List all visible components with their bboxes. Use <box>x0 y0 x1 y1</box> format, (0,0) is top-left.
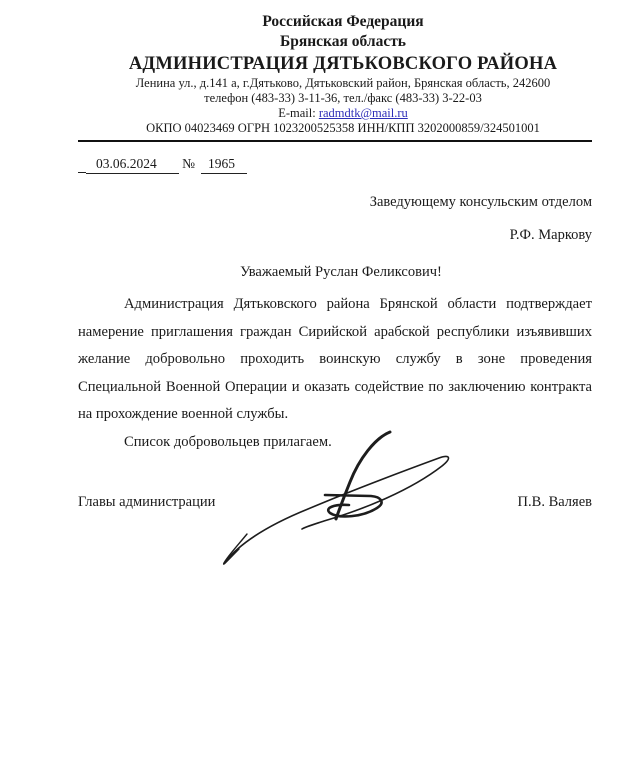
phone-line: телефон (483-33) 3-11-36, тел./факс (483-33) 3-22-03 <box>204 91 482 105</box>
letterhead <box>78 12 592 136</box>
reference-line <box>78 155 592 174</box>
signer-position: Главы администрации <box>78 494 216 510</box>
address-line: Ленина ул., д.141 а, г.Дятьково, Дятьковский район, Брянская область, 242600 <box>135 76 551 90</box>
signer-name: П.В. Валяев <box>517 494 592 510</box>
number-sign: № <box>182 156 196 171</box>
body-paragraph: Администрация Дятьковского района Брянской области подтверждает намерение приглашения граждан Сирийской арабской республики изъявивших желание добровольно проходить воинскую службу в зоне проведения Специальной Военной Операции и оказать содействие по заключению контракта на прохождение военной службы. <box>78 296 592 422</box>
addressee-name: Р.Ф. Маркову <box>509 227 592 243</box>
organization-name: АДМИНИСТРАЦИЯ ДЯТЬКОВСКОГО РАЙОНА <box>128 54 558 74</box>
addressee-block <box>78 192 592 245</box>
date-field: 03.06.2024 <box>86 155 179 174</box>
country-name: Российская Федерация <box>262 13 424 30</box>
number-field: 1965 <box>201 155 247 174</box>
salutation: Уважаемый Руслан Феликсович! <box>240 264 442 280</box>
codes-line: ОКПО 04023469 ОГРН 1023200525358 ИНН/КПП 3202000859/324501001 <box>146 121 540 135</box>
date-underline-lead <box>78 155 86 173</box>
attachment-note: Список добровольцев прилагаем. <box>124 433 332 450</box>
email-line <box>94 106 592 121</box>
addressee-title: Заведующему консульским отделом <box>369 194 592 210</box>
signature-row <box>78 492 592 512</box>
header-divider <box>78 140 592 142</box>
email-link[interactable]: radmdtk@mail.ru <box>318 106 408 120</box>
email-label: E-mail: <box>278 106 319 120</box>
region-name: Брянская область <box>279 33 407 50</box>
